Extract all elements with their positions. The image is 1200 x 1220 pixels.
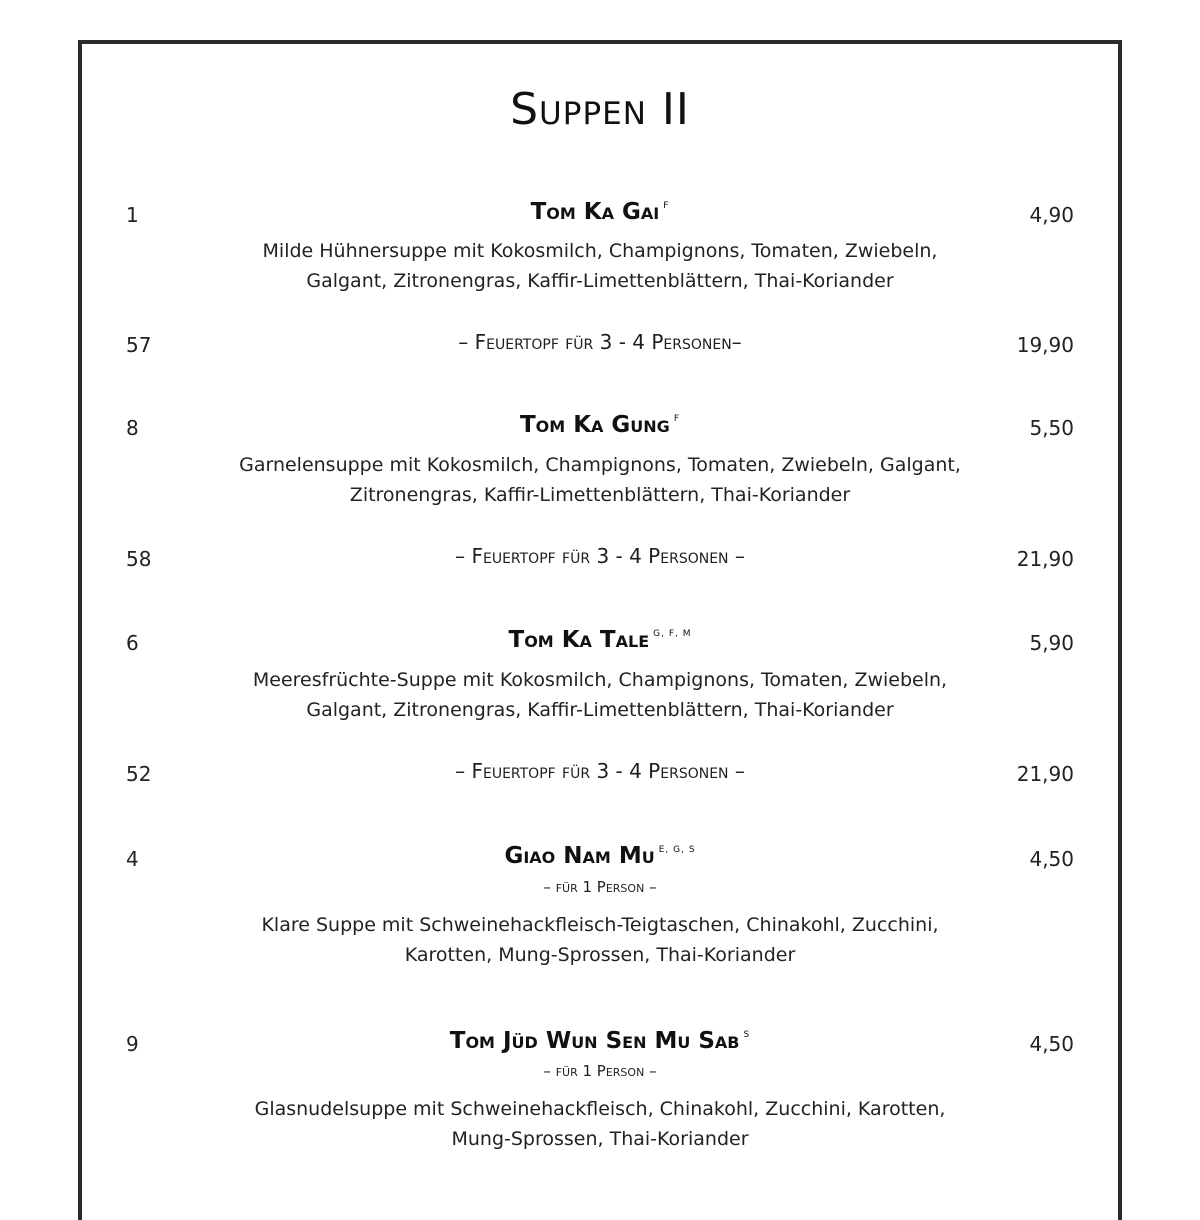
- item-name: Tom Ka Tale $^{G, F, M}$: [508, 627, 692, 653]
- item-number: 4: [126, 847, 139, 871]
- item-description: Glasnudelsuppe mit Schweinehackfleisch, Chinakohl, Zucchini, Karotten, Mung-Sprossen, Thai-Koriander: [254, 1098, 946, 1150]
- allergen-codes: F: [663, 201, 670, 211]
- page-title: Suppen II: [510, 84, 690, 135]
- item-description: Meeresfrüchte-Suppe mit Kokosmilch, Champignons, Tomaten, Zwiebeln, Galgant, Zitronengras, Kaffir-Limettenblättern, Thai-Koriander: [252, 669, 948, 721]
- feuertopf-label: – Feuertopf für 3 - 4 Personen –: [455, 544, 745, 568]
- item-number: 52: [126, 762, 152, 786]
- item-number: 58: [126, 547, 152, 571]
- item-price: 21,90: [1016, 547, 1074, 571]
- item-number: 8: [126, 416, 139, 440]
- portion-label: – für 1 Person –: [543, 878, 657, 896]
- item-price: 4,50: [1029, 847, 1074, 871]
- allergen-codes: F: [673, 414, 680, 424]
- item-number: 9: [126, 1032, 139, 1056]
- allergen-codes: E, G, S: [658, 845, 696, 855]
- item-price: 5,50: [1029, 416, 1074, 440]
- item-name: Tom Ka Gung $^F$: [519, 412, 680, 438]
- item-number: 6: [126, 631, 139, 655]
- item-name: Giao Nam Mu $^{E, G, S}$: [504, 843, 696, 869]
- item-price: 19,90: [1016, 333, 1074, 357]
- item-number: 57: [126, 333, 152, 357]
- feuertopf-label: – Feuertopf für 3 - 4 Personen –: [455, 759, 745, 783]
- allergen-codes: S: [743, 1030, 751, 1040]
- feuertopf-label: – Feuertopf für 3 - 4 Personen–: [458, 330, 742, 354]
- item-name: Tom Ka Gai $^F$: [530, 199, 670, 225]
- item-description: Garnelensuppe mit Kokosmilch, Champignons, Tomaten, Zwiebeln, Galgant, Zitronengras, Kaffir-Limettenblättern, Thai-Koriander: [239, 454, 961, 506]
- portion-label: – für 1 Person –: [543, 1062, 657, 1080]
- item-price: 21,90: [1016, 762, 1074, 786]
- item-price: 4,50: [1029, 1032, 1074, 1056]
- item-price: 4,90: [1029, 203, 1074, 227]
- item-number: 1: [126, 203, 139, 227]
- allergen-codes: G, F, M: [653, 629, 692, 639]
- item-name: Tom Jüd Wun Sen Mu Sab $^S$: [449, 1028, 751, 1054]
- item-description: Milde Hühnersuppe mit Kokosmilch, Champignons, Tomaten, Zwiebeln, Galgant, Zitronengras, Kaffir-Limettenblättern, Thai-Koriander: [262, 240, 938, 292]
- item-price: 5,90: [1029, 631, 1074, 655]
- item-description: Klare Suppe mit Schweinehackfleisch-Teigtaschen, Chinakohl, Zucchini, Karotten, Mung-Sprossen, Thai-Koriander: [261, 914, 939, 966]
